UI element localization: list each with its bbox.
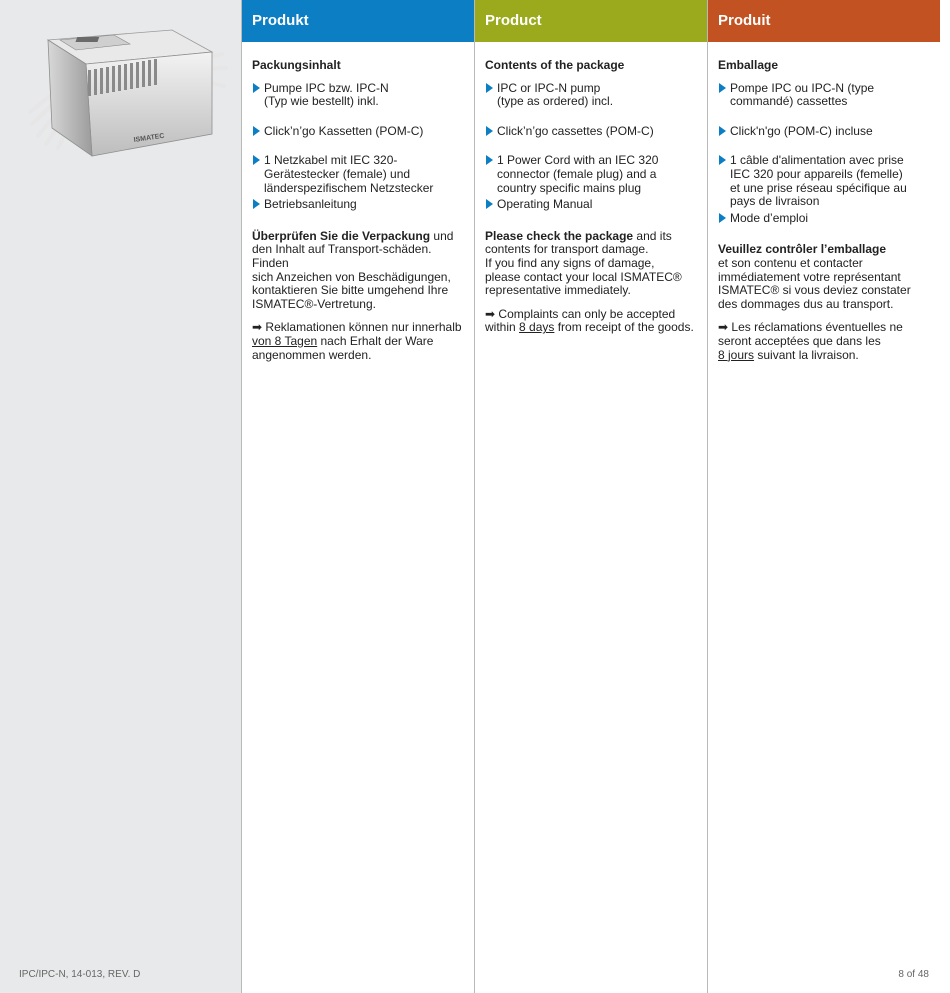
complaint-note: ➡ Les réclamations éventuelles ne seront acceptées que dans les 8 jours suivant la livraison. — [718, 320, 903, 362]
column-german — [242, 0, 474, 993]
list-item: 1 Power Cord with an IEC 320 connector (female plug) and a country specific mains plug — [485, 154, 697, 195]
check-package-text: Überprüfen Sie die Verpackung und den Inhalt auf Transport-schäden. Finden sich Anzeichen von Beschädigungen, kontaktieren Sie bitte umgehend Ihre ISMATEC®-Vertretung. — [252, 228, 454, 311]
document-reference: IPC/IPC-N, 14-013, REV. D — [19, 969, 141, 980]
logo-text: ISMATEC — [133, 132, 165, 144]
right-arrow-icon: ➡ — [252, 320, 263, 335]
column-header: Produkt — [242, 0, 474, 42]
pump-product-image — [22, 24, 230, 164]
section-title: Packungsinhalt — [252, 58, 341, 72]
list-item: 1 câble d'alimentation avec prise IEC 320 pour appareils (femelle) et une prise réseau spécifique au pays de livraison — [718, 154, 930, 208]
section-title: Emballage — [718, 58, 779, 72]
list-item: Mode d’emploi — [718, 212, 930, 226]
right-arrow-icon: ➡ — [718, 320, 729, 335]
complaint-note: ➡ Reklamationen können nur innerhalb von 8 Tagen nach Erhalt der Ware angenommen werden. — [252, 320, 462, 362]
list-item: Operating Manual — [485, 198, 697, 212]
check-package-text: Please check the package and its contents for transport damage. If you find any signs of damage, please contact your local ISMATEC® representative immediately. — [485, 228, 682, 298]
sidebar — [0, 0, 241, 993]
column-header: Product — [475, 0, 707, 42]
list-item: Click'n'go (POM-C) incluse — [718, 125, 930, 139]
list-item: Pumpe IPC bzw. IPC-N (Typ wie bestellt) inkl. — [252, 82, 464, 109]
list-item: Click’n’go Kassetten (POM-C) — [252, 125, 464, 139]
right-arrow-icon: ➡ — [485, 306, 496, 321]
column-header: Produit — [708, 0, 940, 42]
section-title: Contents of the package — [485, 58, 625, 72]
list-item: Click’n’go cassettes (POM-C) — [485, 125, 697, 139]
column-french — [708, 0, 940, 993]
complaint-note: ➡ Complaints can only be accepted within 8 days from receipt of the goods. — [485, 306, 694, 335]
list-item: IPC or IPC-N pump (type as ordered) incl. — [485, 82, 697, 109]
list-item: Pompe IPC ou IPC-N (type commandé) cassettes — [718, 82, 930, 109]
list-item: 1 Netzkabel mit IEC 320- Gerätestecker (female) und länderspezifischem Netzstecker — [252, 154, 464, 195]
column-english — [475, 0, 707, 993]
page-number: 8 of 48 — [898, 969, 929, 980]
check-package-text: Veuillez contrôler l’emballage et son contenu et contacter immédiatement votre représentant ISMATEC® si vous deviez constater des dommages dus au transport. — [718, 242, 911, 311]
list-item: Betriebsanleitung — [252, 198, 464, 212]
